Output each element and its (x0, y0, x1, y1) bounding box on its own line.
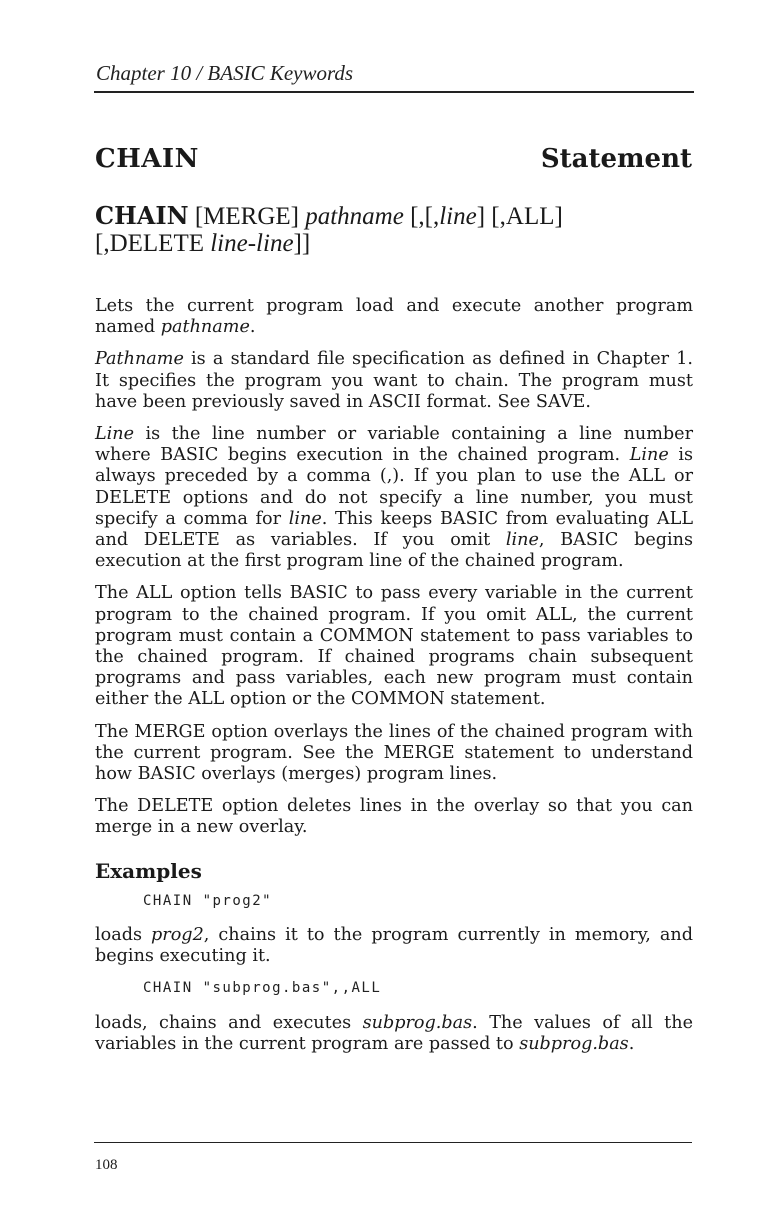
syntax-line-open: [,[, (403, 203, 440, 230)
syntax-merge-option: [MERGE] (188, 203, 306, 230)
text-run: loads, chains and executes (95, 1012, 363, 1033)
header-rule (94, 91, 694, 93)
text-run-italic: Line (95, 424, 135, 445)
text-run: Lets the current program load and execute another program named (95, 296, 693, 338)
body-text (95, 296, 693, 1066)
text-run-italic: subprog.bas (519, 1033, 629, 1054)
syntax-line: line (439, 203, 477, 230)
text-run: is a standard file specification as defined in Chapter 1. It specifies the program you want to chain. The program must have been previously saved in ASCII format. See SAVE. (95, 349, 693, 412)
text-run-italic: Line (629, 445, 669, 466)
example-1-description (95, 925, 693, 967)
text-run: is always preceded by a comma (,). If you plan to use the ALL or DELETE options and do not specify a line number, you must specify a comma for (95, 445, 693, 529)
entry-type: Statement (540, 144, 692, 174)
text-run: is the line number or variable containing a line number where BASIC begins execution in the chained program. (95, 424, 693, 466)
running-head: Chapter 10 / BASIC Keywords (96, 61, 354, 85)
syntax-delete-open: [,DELETE (95, 230, 211, 257)
paragraph-description (95, 296, 693, 338)
paragraph-merge-option: The MERGE option overlays the lines of the chained program with the current program. See the MERGE statement to understand how BASIC overlays (merges) program lines. (95, 721, 693, 785)
text-run: . (628, 1033, 635, 1054)
text-run: . (249, 317, 256, 338)
paragraph-all-option: The ALL option tells BASIC to pass every variable in the current program to the chained program. If you omit ALL, the current program must contain a COMMON statement to pass variables to the chained program. If chained programs chain subsequent programs and pass variables, each new program must contain either the ALL option or the COMMON statement. (95, 583, 693, 710)
text-run: . The values of all the variables in the current program are passed to (95, 1012, 693, 1054)
text-run-italic: line (288, 508, 322, 529)
paragraph-delete-option: The DELETE option deletes lines in the overlay so that you can merge in a new overlay. (95, 796, 693, 838)
text-run-italic: prog2 (151, 925, 204, 946)
text-run: . This keeps BASIC from evaluating ALL and DELETE as variables. If you omit (95, 508, 693, 551)
entry-title: CHAIN (95, 144, 199, 174)
syntax-pathname: pathname (305, 203, 404, 230)
syntax-delete-close: ]] (293, 230, 311, 257)
text-run-italic: line (505, 530, 539, 551)
text-run-italic: Pathname (95, 349, 184, 370)
text-run-italic: subprog.bas (362, 1012, 473, 1033)
text-run: , chains it to the program currently in memory, and begins executing it. (95, 925, 694, 967)
text-run: , BASIC begins execution at the first program line of the chained program. (95, 530, 693, 572)
text-run: loads (95, 925, 152, 946)
page-number: 108 (95, 1157, 118, 1173)
syntax-keyword: CHAIN (95, 201, 189, 230)
paragraph-pathname (95, 349, 693, 413)
example-2-description (95, 1013, 693, 1055)
footer-rule (94, 1142, 692, 1143)
syntax-delete-range: line-line (210, 230, 294, 257)
examples-heading: Examples (95, 858, 202, 883)
syntax-line-close: ] [,ALL] (476, 203, 563, 230)
code-example-2: CHAIN "subprog.bas",,ALL (143, 980, 382, 997)
code-example-1: CHAIN "prog2" (143, 892, 273, 909)
text-run-italic: pathname (160, 317, 250, 338)
syntax-block (95, 202, 695, 257)
paragraph-line (95, 424, 693, 572)
